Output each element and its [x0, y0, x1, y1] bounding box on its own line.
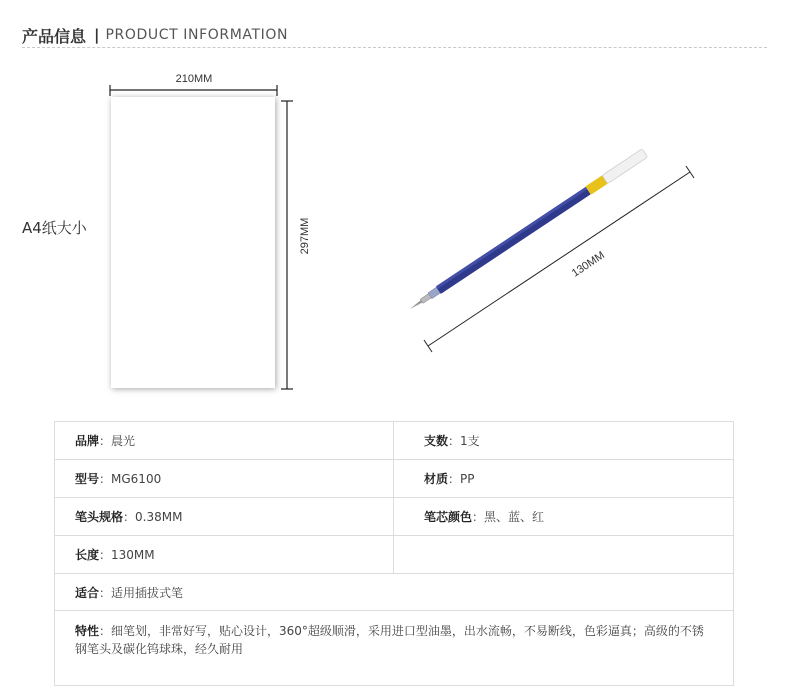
spec-key: 笔头规格 [75, 510, 124, 524]
spec-value: ：晨光 [99, 434, 136, 448]
spec-cell-color [394, 498, 734, 536]
width-dimension-line [110, 85, 277, 96]
spec-cell-count [394, 422, 734, 460]
spec-cell-brand [55, 422, 394, 460]
spec-value: ：PP [448, 472, 475, 486]
table-row [55, 422, 734, 460]
width-label: 210MM [175, 73, 213, 85]
spec-value: ：黑、蓝、红 [472, 510, 545, 524]
spec-table [54, 421, 734, 686]
table-row [55, 460, 734, 498]
spec-key: 支数 [424, 434, 449, 448]
spec-key: 适合 [75, 585, 100, 600]
height-label: 297MM [299, 217, 311, 255]
section-title-en: PRODUCT INFORMATION [105, 27, 289, 43]
spec-cell-fit [55, 574, 734, 611]
spec-cell-feature [55, 611, 734, 686]
spec-cell-empty [394, 536, 734, 574]
spec-value: ：130MM [99, 548, 155, 562]
spec-value: ：0.38MM [123, 510, 183, 524]
refill-length-line [424, 166, 694, 352]
spec-key: 特性 [75, 624, 100, 638]
spec-key: 长度 [75, 548, 100, 562]
spec-cell-model [55, 460, 394, 498]
table-row [55, 574, 734, 611]
spec-value: ：细笔划，非常好写，贴心设计，360°超级顺滑，采用进口型油墨，出水流畅，不易断线，色彩逼真；高级的不锈钢笔头及碳化钨球珠，经久耐用 [75, 624, 704, 656]
spec-cell-length [55, 536, 394, 574]
spec-cell-tip [55, 498, 394, 536]
table-row [55, 611, 734, 686]
spec-key: 笔芯颜色 [424, 510, 473, 524]
spec-key: 材质 [424, 472, 449, 486]
spec-value: ：适用插拔式笔 [99, 585, 184, 600]
table-row [55, 536, 734, 574]
spec-cell-material [394, 460, 734, 498]
spec-value: ：1支 [448, 434, 480, 448]
spec-key: 型号 [75, 472, 100, 486]
title-separator: | [94, 26, 100, 44]
pen-refill-illustration [407, 149, 647, 313]
spec-key: 品牌 [75, 434, 100, 448]
height-dimension-line [281, 101, 293, 389]
section-title-cn: 产品信息 [22, 26, 87, 46]
refill-length-label: 130MM [569, 249, 607, 280]
table-row [55, 498, 734, 536]
spec-value: ：MG6100 [99, 472, 162, 486]
a4-size-label: A4纸大小 [22, 219, 87, 237]
